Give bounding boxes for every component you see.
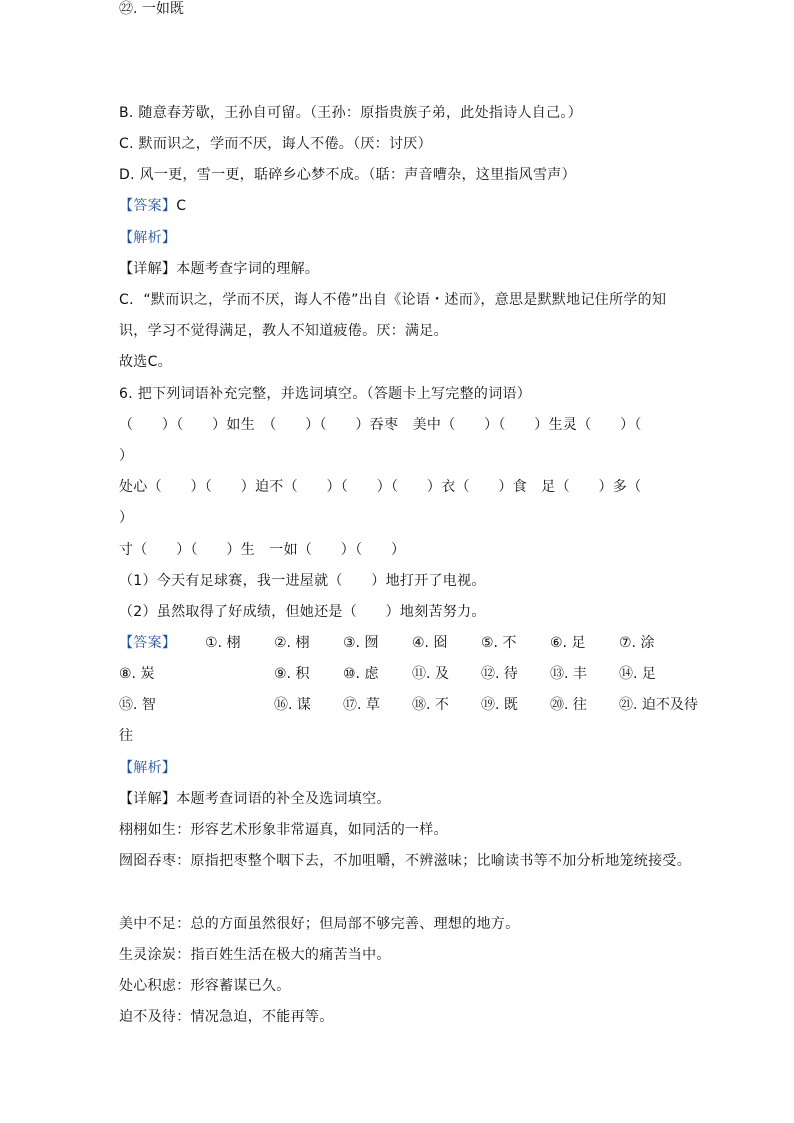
sentence-2: （2）虽然取得了好成绩，但她还是（ ）地刻苦努力。 [119,604,486,620]
analysis2-tag: 【解析】 [119,760,177,776]
answer-item: ②. 栩 [274,635,310,651]
answer-tag: 【答案】 [119,198,177,214]
option-c: C. 默而识之，学而不厌，诲人不倦。（厌：讨厌） [119,136,432,152]
c-explanation-2: 识，学习不觉得满足，教人不知道疲倦。厌：满足。 [119,323,448,339]
answers-tail: 往 [119,728,134,744]
answer-item: ⑲. 既 [481,697,518,713]
option-d: D. 风一更，雪一更，聒碎乡心梦不成。（聒：声音嘈杂，这里指风雪声） [119,167,576,183]
answer-item: ⑳. 往 [550,697,587,713]
answer-item: ④. 囵 [412,635,448,651]
detail2-line: 【详解】本题考查词语的补全及选词填空。 [119,791,391,807]
explain-meizhong: 美中不足：总的方面虽然很好；但局部不够完善、理想的地方。 [119,916,520,932]
sentence-1: （1）今天有足球赛，我一进屋就（ ）地打开了电视。 [119,573,486,589]
explain-pobuji: 迫不及待：情况急迫，不能再等。 [119,1009,334,1025]
answer2-tag: 【答案】 [119,635,177,651]
answer-value: C [176,198,187,214]
fill-row-2-end: ） [119,510,134,526]
explain-shengling: 生灵涂炭：指百姓生活在极大的痛苦当中。 [119,947,391,963]
answer-item: ⑩. 虑 [343,666,379,682]
answer-item: ⑤. 不 [481,635,517,651]
c-explanation-1: C．“默而识之，学而不厌，诲人不倦”出自《论语・述而》，意思是默默地记住所学的知 [119,292,667,308]
answer-item: ③. 囫 [343,635,379,651]
answer-item: ⑨. 积 [274,666,310,682]
choose-line: 故选C。 [119,354,172,370]
answer-item: ⑰. 草 [343,697,380,713]
answer-item: ⑧. 炭 [119,666,155,682]
answer-item: ①. 栩 [205,635,241,651]
explain-hulun: 囫囵吞枣：原指把枣整个咽下去，不加咀嚼，不辨滋味；比喻读书等不加分析地笼统接受。 [119,853,691,869]
explain-chuxin: 处心积虑：形容蓄谋已久。 [119,978,291,994]
fill-row-3: 寸（ ）（ ）生 一如（ ）（ ） [119,542,406,558]
answer-item: ㉑. 迫不及待 [619,697,698,713]
answer-item: ⑦. 涂 [619,635,655,651]
answer-item: ⑫. 待 [481,666,518,682]
answer-item: ⑯. 谋 [274,697,311,713]
answer-item: ⑪. 及 [412,666,449,682]
answer-item: ⑬. 丰 [550,666,587,682]
fill-row-1-end: ） [119,448,134,464]
answer-item: ⑥. 足 [550,635,586,651]
answer-line [119,197,186,215]
fill-row-2: 处心（ ）（ ）迫不（ ）（ ）（ ）衣（ ）食 足（ ）多（ [119,479,642,495]
question-6: 6. 把下列词语补充完整，并选词填空。（答题卡上写完整的词语） [119,386,532,402]
detail-line: 【详解】本题考查字词的理解。 [119,261,320,277]
analysis-tag: 【解析】 [119,230,177,246]
answer-item: ㉒. 一如既 [119,1,184,17]
fill-row-1: （ ）（ ）如生 （ ）（ ）吞枣 美中（ ）（ ）生灵（ ）（ [119,417,642,433]
option-b: B. 随意春芳歇，王孙自可留。（王孙：原指贵族子弟，此处指诗人自己。） [119,105,583,121]
answer-item: ⑭. 足 [619,666,656,682]
answer-item: ⑱. 不 [412,697,449,713]
explain-xuxu: 栩栩如生：形容艺术形象非常逼真，如同活的一样。 [119,822,448,838]
answer-item: ⑮. 智 [119,697,156,713]
